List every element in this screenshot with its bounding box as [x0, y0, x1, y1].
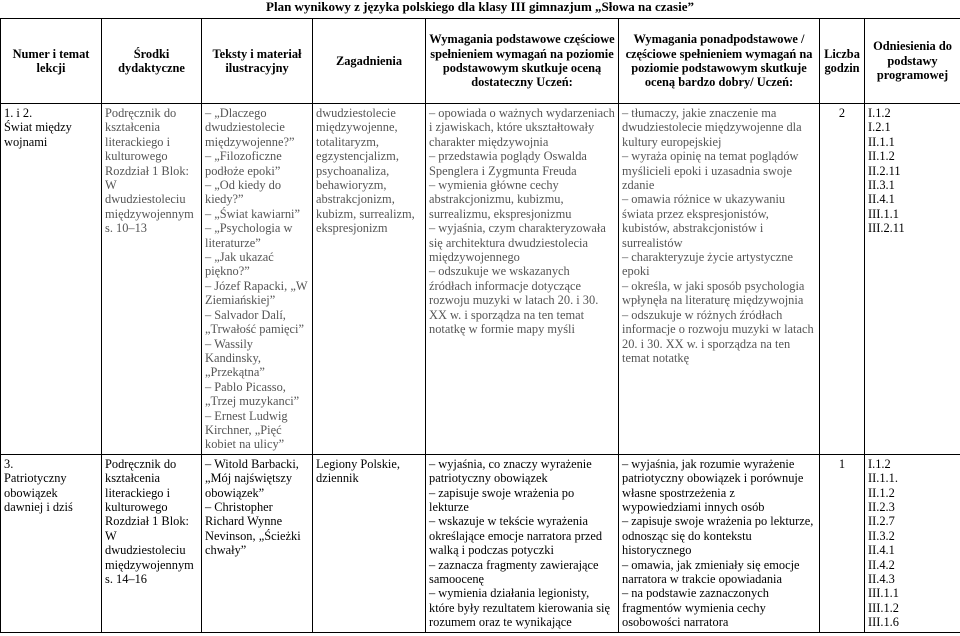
requirement-item: – odszukuje w różnych źródłach informacje o rozwoju muzyki w latach 20. i 30. XX w. i sporządza na ten temat notatkę	[622, 307, 814, 365]
basic-requirements-cell	[426, 454, 619, 632]
ref-item: II.1.2	[868, 149, 895, 164]
lesson-cell	[1, 454, 102, 632]
hours-value: 1	[838, 456, 846, 471]
text-item: – Pablo Picasso, „Trzej muzykanci”	[205, 379, 300, 409]
ref-item: II.4.2	[868, 557, 895, 572]
ref-item: I.1.2	[868, 456, 891, 471]
requirement-item: – wymienia działania legionisty, które były rezultatem kierowania się rozumem oraz te wynikające	[429, 586, 610, 630]
text-item: – „Świat kawiarni”	[205, 206, 300, 221]
ref-item: II.2.11	[868, 163, 901, 178]
requirement-item: – zapisuje swoje wrażenia po lekturze, odnosząc się do kontekstu historycznego	[622, 514, 814, 558]
plan-table	[0, 18, 960, 633]
topics-text: Legiony Polskie, dziennik	[316, 456, 400, 486]
header-advanced-requirements: Wymagania ponadpodstawowe / częściowe spełnieniem wymagań na poziomie podstawowym skutkuje oceną bardzo dobry/ Uczeń:	[619, 19, 820, 104]
requirement-item: – wyraża opinię na temat poglądów myślicieli epoki i uzasadnia swoje zdanie	[622, 149, 799, 193]
requirement-item: – wskazuje w tekście wyrażenia określające emocje narratora przed walką i podczas potyczki	[429, 514, 603, 558]
text-item: – Salvador Dalí, „Trwałość pamięci”	[205, 307, 304, 337]
header-curriculum-refs: Odniesienia do podstawy programowej	[865, 19, 960, 104]
ref-item: III.1.1	[868, 206, 899, 221]
ref-item: III.1.6	[868, 615, 899, 630]
curriculum-refs-cell	[865, 104, 960, 455]
requirement-item: – przedstawia poglądy Oswalda Spenglera i Zygmunta Freuda	[429, 149, 587, 178]
advanced-requirements-cell	[619, 454, 820, 632]
requirement-item: – wyjaśnia, co znaczy wyrażenie patriotyczny obowiązek	[429, 456, 592, 486]
lesson-cell	[1, 104, 102, 455]
requirement-item: – omawia, jak zmieniały się emocje narratora w trakcie opowiadania	[622, 557, 800, 586]
ref-item: III.1.1	[868, 586, 899, 601]
ref-item: III.1.2	[868, 600, 899, 615]
text-item: – „Psychologia w literaturze”	[205, 221, 293, 250]
text-item: – „Dlaczego dwudziestolecie międzywojenne?”	[205, 106, 295, 149]
lesson-number: 3.	[4, 456, 14, 471]
lesson-number: 1. i 2.	[4, 106, 33, 120]
requirement-item: – odszukuje we wskazanych źródłach informacje dotyczące rozwoju muzyki w latach 20. i 30. XX w. i sporządza na ten temat notatkę w formie mapy myśli	[429, 264, 599, 337]
requirement-item: – omawia różnice w ukazywaniu świata przez ekspresjonistów, kubistów, abstrakcjonistów i surrealistów	[622, 192, 786, 250]
text-item: – Józef Rapacki, „W Ziemiańskiej”	[205, 278, 308, 308]
resources-text: Podręcznik do kształcenia literackiego i kulturowego Rozdział 1 Blok: W dwudziestoleciu międzywojennym s. 10–13	[105, 106, 194, 236]
text-item: – „Od kiedy do kiedy?”	[205, 178, 282, 207]
topics-text: dwudziestolecie międzywojenne, totalitaryzm, egzystencjalizm, psychoanaliza, behawioryzm, abstrakcjonizm, kubizm, surrealizm, ekspresjonizm	[316, 106, 415, 236]
ref-item: II.4.1	[868, 192, 895, 207]
hours-value: 2	[838, 106, 846, 120]
ref-item: II.1.1	[868, 134, 895, 149]
text-item: – „Filozoficzne podłoże epoki”	[205, 149, 282, 178]
requirement-item: – określa, w jaki sposób psychologia wpłynęła na literaturę międzywojnia	[622, 278, 805, 308]
requirement-item: – tłumaczy, jakie znaczenie ma dwudziestolecie międzywojenne dla kultury europejskiej	[622, 106, 802, 149]
requirement-item: – zapisuje swoje wrażenia po lekturze	[429, 485, 575, 514]
texts-cell	[202, 454, 313, 632]
requirement-item: – zaznacza fragmenty zawierające samoocenę	[429, 557, 599, 586]
ref-item: II.1.2	[868, 485, 895, 500]
lesson-topic: Patriotyczny obowiązek dawniej i dziś	[4, 471, 73, 514]
text-item: – „Jak ukazać piękno?”	[205, 250, 274, 279]
ref-item: II.3.2	[868, 528, 895, 543]
ref-item: II.3.1	[868, 178, 895, 193]
header-resources: Środki dydaktyczne	[102, 19, 202, 104]
header-topics: Zagadnienia	[313, 19, 426, 104]
requirement-item: – wyjaśnia, jak rozumie wyrażenie patriotyczny obowiązek i porównuje własne spostrzeżenia z wypowiedziami innych osób	[622, 456, 804, 514]
text-item: – Wassily Kandinsky, „Przekątna”	[205, 336, 265, 380]
ref-item: I.1.2	[868, 106, 891, 120]
header-lesson: Numer i temat lekcji	[1, 19, 102, 104]
advanced-requirements-cell	[619, 104, 820, 455]
resources-cell	[102, 104, 202, 455]
ref-item: III.2.11	[868, 221, 905, 236]
ref-item: II.4.3	[868, 572, 895, 586]
hours-cell	[820, 454, 865, 632]
requirement-item: – wyjaśnia, czym charakteryzowała się architektura dwudziestolecia międzywojennego	[429, 221, 606, 265]
ref-item: II.1.1.	[868, 471, 898, 486]
lesson-topic: Świat między wojnami	[4, 120, 72, 149]
texts-cell	[202, 104, 313, 455]
requirement-item: – opowiada o ważnych wydarzeniach i zjawiskach, które ukształtowały charakter międzywojnia	[429, 106, 615, 149]
curriculum-refs-cell	[865, 454, 960, 632]
ref-item: II.4.1	[868, 543, 895, 558]
header-hours: Liczba godzin	[820, 19, 865, 104]
table-row	[1, 454, 960, 632]
topics-cell	[313, 454, 426, 632]
header-basic-requirements: Wymagania podstawowe częściowe spełnieniem wymagań na poziomie podstawowym skutkuje oceną dostateczny Uczeń:	[426, 19, 619, 104]
header-row	[1, 19, 960, 104]
table-row	[1, 104, 960, 455]
text-item: – Witold Barbacki, „Mój najświętszy obowiązek”	[205, 456, 299, 500]
hours-cell	[820, 104, 865, 455]
requirement-item: – na podstawie zaznaczonych fragmentów wymienia cechy osobowości narratora	[622, 586, 769, 630]
page-title: Plan wynikowy z języka polskiego dla klasy III gimnazjum „Słowa na czasie”	[266, 0, 694, 14]
resources-text: Podręcznik do kształcenia literackiego i kulturowego Rozdział 1 Blok: W dwudziestoleciu międzywojennym s. 14–16	[105, 456, 194, 586]
requirement-item: – wymienia główne cechy abstrakcjonizmu, kubizmu, surrealizmu, ekspresjonizmu	[429, 178, 572, 221]
requirement-item: – charakteryzuje życie artystyczne epoki	[622, 250, 793, 279]
resources-cell	[102, 454, 202, 632]
header-texts: Teksty i materiał ilustracyjny	[202, 19, 313, 104]
text-item: – Christopher Richard Wynne Nevinson, „Ścieżki chwały”	[205, 499, 301, 558]
ref-item: II.2.7	[868, 514, 895, 529]
ref-item: II.2.3	[868, 499, 895, 514]
ref-item: I.2.1	[868, 120, 891, 135]
basic-requirements-cell	[426, 104, 619, 455]
text-item: – Ernest Ludwig Kirchner, „Pięć kobiet na ulicy”	[205, 408, 288, 452]
topics-cell	[313, 104, 426, 455]
